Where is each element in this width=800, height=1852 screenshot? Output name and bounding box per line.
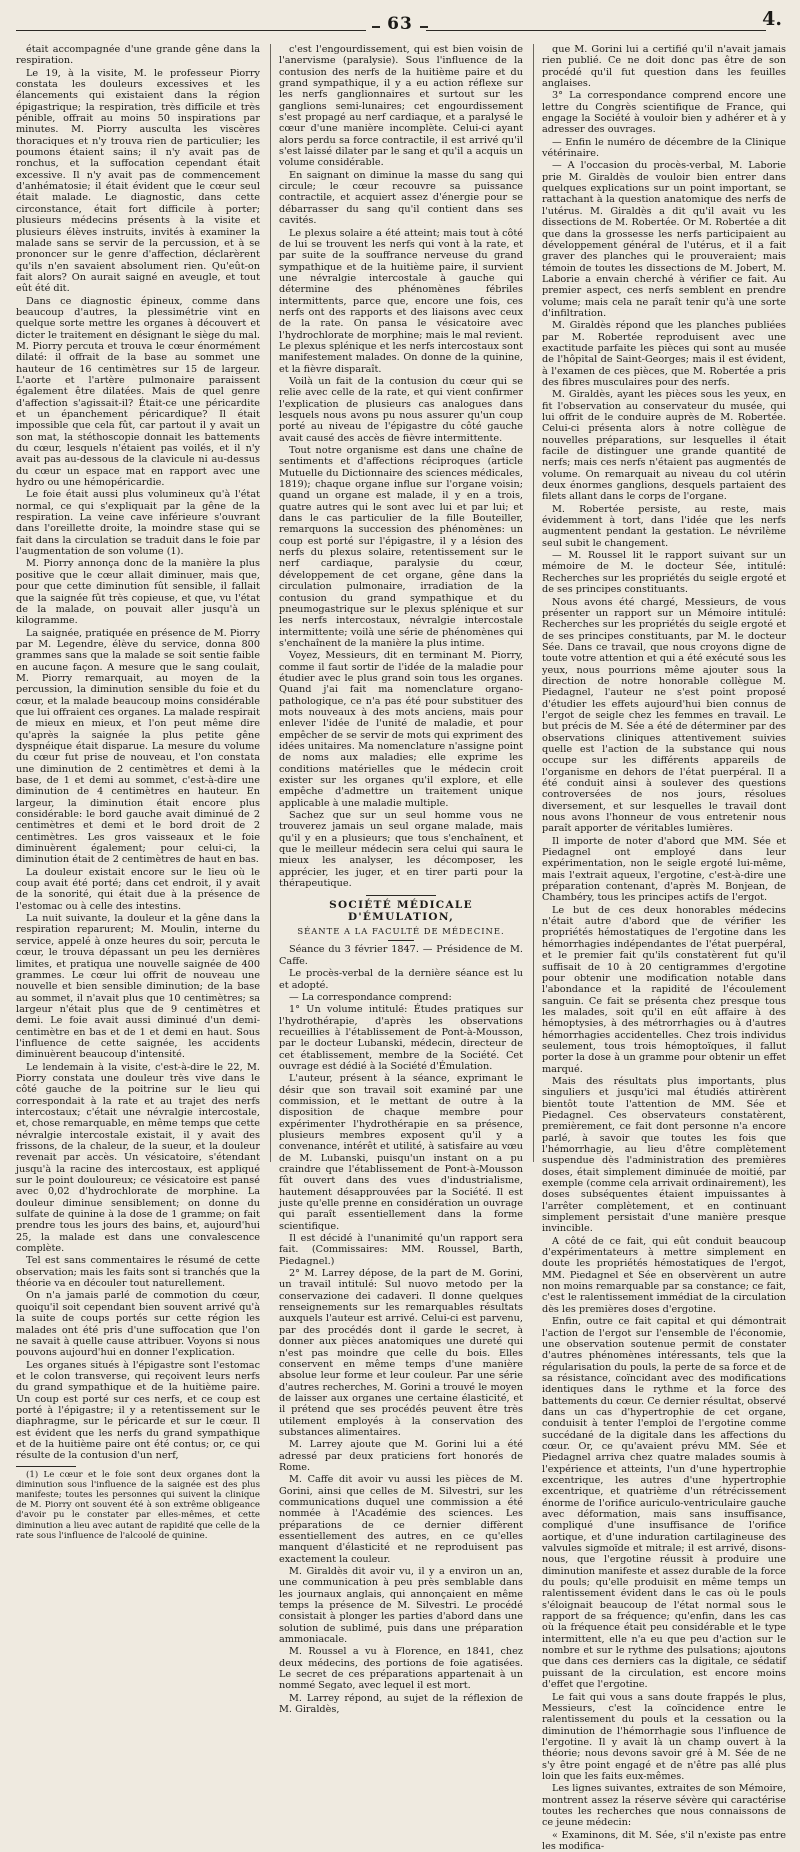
paragraph: Nous avons été chargé, Messieurs, de vous présenter un rapport sur un Mémoire intitulé: Recherches sur les propriétés du seigle ergoté et de ses principes constituants, par M. le docteur Sée. Dans ce travail, que nous croyons digne de toute votre attention et qui a été exécuté sous les yeux, nous pourrions même ajouter sous la direction de notre honorable collègue M. Piedagnel, l'auteur ne s'est point proposé d'étudier les effets aujourd'hui bien connus de l'ergot de seigle chez les femmes en travail. Le but précis de M. Sée a été de déterminer par des observations cliniques attentivement suivies quelle est l'action de la substance qui nous occupe sur les différents appareils de l'organisme en dehors de l'état puerpéral. Il a été conduit ainsi à soulever des questions controversées de nos jours, résolues diversement, et sur lesquelles le travail dont nous avons l'honneur de vous entretenir nous paraît apporter de véritables lumières.	[542, 596, 786, 835]
paragraph: — M. Roussel lit le rapport suivant sur un mémoire de M. le docteur Sée, intitulé: Recherches sur les propriétés du seigle ergoté et de ses principes constituants.	[542, 550, 786, 596]
paragraph: Sachez que sur un seul homme vous ne trouverez jamais un seul organe malade, mais qu'il y en a plusieurs; que tous s'enchaînent, et que le meilleur médecin sera celui qui saura le mieux les analyser, les décomposer, les apprécier, les juger, et en tirer parti pour la thérapeutique.	[279, 810, 523, 890]
paragraph: était accompagnée d'une grande gêne dans la respiration.	[16, 44, 260, 67]
paragraph: M. Giraldès répond que les planches publiées par M. Robertée reproduisent avec une exactitude parfaite les pièces qui sont au musée de l'hôpital de Saint-Georges; mais il est évident, à l'examen de ces pièces, que M. Robertée a pris des fibres musculaires pour des nerfs.	[542, 320, 786, 388]
paragraph: 1° Un volume intitulé: Études pratiques sur l'hydrothérapie, d'après les observations recueillies à l'établissement de Pont-à-Mousson, par le docteur Lubanski, médecin, directeur de cet établissement, membre de la Société. Cet ouvrage est dédié à la Société d'Émulation.	[279, 1004, 523, 1072]
footnote: (1) Le cœur et le foie sont deux organes dont la diminution sous l'influence de la saignée est des plus manifeste; toutes les personnes qui suivent la clinique de M. Piorry ont souvent été à son extrême obligeance d'avoir pu le constater par elles-mêmes, et cette diminution a lieu avec autant de rapidité que celle de la rate sous l'influence de l'alcoolé de quinine.	[16, 1469, 260, 1541]
header-rule-right	[426, 30, 766, 31]
paragraph: M. Giraldès dit avoir vu, il y a environ un an, une communication à peu près semblable dans les journaux anglais, qui annonçaient en même temps la présence de M. Silvestri. Le procédé consistait à plonger les parties d'abord dans une solution de sublimé, puis dans une préparation ammoniacale.	[279, 1566, 523, 1646]
paragraph: Tout notre organisme est dans une chaîne de sentiments et d'affections réciproques (article Mutuelle du Dictionnaire des sciences médicales, 1819); chaque organe influe sur l'organe voisin; quand un organe est malade, il y en a trois, quatre autres qui le sont avec lui et par lui; et dans le cas particulier de la fille Bouteiller, remarquons la succession des phénomènes: un coup est porté sur l'épigastre, il y a lésion des nerfs du plexus solaire, retentissement sur le nerf cardiaque, paralysie du cœur, développement de cet organe, gêne dans la circulation pulmonaire, irradiation de la contusion du grand sympathique et du pneumogastrique sur le plexus splénique et sur les nerfs intercostaux, névralgie intercostale intermittente; voilà une série de phénomènes qui s'enchaînent de la manière la plus intime.	[279, 445, 523, 649]
paragraph: La douleur existait encore sur le lieu où le coup avait été porté; dans cet endroit, il y avait de la sonorité, qui était due à la présence de l'estomac ou à celle des intestins.	[16, 866, 260, 912]
paragraph: Voilà un fait de la contusion du cœur qui se relie avec celle de la rate, et qui vient confirmer l'explication de plusieurs cas analogues dans lesquels nous avons pu nous assurer qu'un coup porté au niveau de l'épigastre du côté gauche avait causé des accès de fièvre intermittente.	[279, 375, 523, 444]
middle-top-paragraphs	[279, 44, 523, 889]
paragraph: 2° M. Larrey dépose, de la part de M. Gorini, un travail intitulé: Sul nuovo metodo per la conservazione dei cadaveri. Il donne quelques renseignements sur les remarquables résultats auxquels l'auteur est arrivé. Celui-ci est parvenu, par des procédés dont il garde le secret, à donner aux pièces anatomiques une dureté qui n'est pas moindre que celle du bois. Elles conservent en même temps d'une manière absolue leur forme et leur couleur. Par une série d'autres recherches, M. Gorini a trouvé le moyen de laisser aux organes une certaine élasticité, et il prétend que ses procédés peuvent être très utilement employés à la conservation des substances alimentaires.	[279, 1268, 523, 1438]
society-title: SOCIÉTÉ MÉDICALE D'ÉMULATION,	[329, 899, 473, 923]
paragraph: Le 19, à la visite, M. le professeur Piorry constata les douleurs excessives et les élancements qui existaient dans la région épigastrique; la respiration, très difficile et très pénible, offrait au moins 50 inspirations par minutes. M. Piorry ausculta les viscères thoraciques et n'y trouva rien de particulier; les poumons étaient sains; il n'y avait pas de ronchus, et la suffocation cependant était excessive. Il n'y avait pas de commencement d'anhématosie; il était évident que le cœur seul était malade. Le diagnostic, dans cette circonstance, était fort difficile à porter; plusieurs médecins présents à la visite et plusieurs élèves instruits, invités à examiner la malade sans se servir de la percussion, et à se prononcer sur le genre d'affection, déclarèrent qu'ils n'en savaient absolument rien. Qu'eût-on fait alors? On aurait saigné en aveugle, et tout eût été dit.	[16, 67, 260, 295]
column-middle	[270, 44, 523, 1716]
right-paragraphs	[542, 44, 786, 1852]
section-rule	[366, 895, 436, 896]
paragraph: M. Piorry annonça donc de la manière la plus positive que le cœur allait diminuer, mais que, pour que cette diminution fût sensible, il fallait que la saignée fût très copieuse, et que, vu l'état de la malade, on pouvait aller jusqu'à un kilogramme.	[16, 558, 260, 627]
left-paragraphs	[16, 44, 260, 1462]
paragraph: L'auteur, présent à la séance, exprimant le désir que son travail soit examiné par une commission, et le mettant de outre à la disposition de chaque membre pour expérimenter l'hydrothérapie en sa présence, plusieurs membres exposent qu'il y a convenance, intérêt et utilité, à satisfaire au vœu de M. Lubanski, puisqu'un instant on a pu craindre que l'établissement de Pont-à-Mousson fût ouvert dans des vues d'industrialisme, hautement désapprouvées par la Société. Il est juste qu'elle prenne en considération un ouvrage qui paraît essentiellement dans la forme scientifique.	[279, 1073, 523, 1232]
society-subtitle: SÉANTE A LA FACULTÉ DE MÉDECINE.	[279, 926, 523, 941]
paragraph: Voyez, Messieurs, dit en terminant M. Piorry, comme il faut sortir de l'idée de la maladie pour étudier avec le plus grand soin tous les organes. Quand j'ai fait ma nomenclature organo-pathologique, ce n'a pas été pour substituer des mots nouveaux à des mots anciens, mais pour enlever l'idée de l'unité de maladie, et pour empêcher de se servir de mots qui expriment des idées unitaires. Ma nomenclature n'assigne point de noms aux maladies; elle exprime les conditions matérielles que le médecin croit exister sur les organes qu'il explore, et elle empêche d'admettre un traitement unique applicable à une maladie multiple.	[279, 650, 523, 809]
text-columns	[16, 44, 786, 1852]
header-rule-left	[16, 30, 366, 31]
paragraph: M. Robertée persiste, au reste, mais évidemment à tort, dans l'idée que les nerfs augmentent pendant la gestation. Le névrilème seul subit le changement.	[542, 503, 786, 549]
paragraph: En saignant on diminue la masse du sang qui circule; le cœur recouvre sa puissance contractile, et acquiert assez d'énergie pour se débarrasser du sang qu'il contient dans ses cavités.	[279, 169, 523, 227]
paragraph: — A l'occasion du procès-verbal, M. Laborie prie M. Giraldès de vouloir bien entrer dans quelques explications sur un point important, se rattachant à la question anatomique des nerfs de l'utérus. M. Giraldès a dit qu'il avait vu les dissections de M. Robertée. Or M. Robertée a dit que dans la grossesse les nerfs participaient au développement général de l'utérus, et il a fait graver des planches qui le prouveraient; mais témoin de toutes les dissections de M. Jobert, M. Laborie a envain cherché à vérifier ce fait. Au premier aspect, ces nerfs semblent en prendre volume; mais cela ne paraît tenir qu'à une sorte d'infiltration.	[542, 160, 786, 319]
page-number: 63	[378, 14, 422, 34]
paragraph: 3° La correspondance comprend encore une lettre du Congrès scientifique de France, qui engage la Société à vouloir bien y adhérer et à y adresser des ouvrages.	[542, 90, 786, 136]
column-right	[533, 44, 786, 1852]
middle-bottom-paragraphs	[279, 968, 523, 1715]
paragraph: c'est l'engourdissement, qui est bien voisin de l'anervisme (paralysie). Sous l'influence de la contusion des nerfs de la huitième paire et du grand sympathique, il y a eu action réflexe sur les nerfs ganglionnaires et surtout sur les ganglions semi-lunaires; cet engourdissement s'est propagé au nerf cardiaque, et a paralysé le cœur d'une manière incomplète. Celui-ci ayant alors perdu sa force contractile, il est arrivé qu'il s'est laissé dilater par le sang et qu'il a acquis un volume considérable.	[279, 44, 523, 169]
paragraph: La nuit suivante, la douleur et la gêne dans la respiration reparurent; M. Moulin, interne du service, appelé à onze heures du soir, percuta le cœur, le trouva dépassant un peu les dernières limites, et pratiqua une nouvelle saignée de 400 grammes. Le cœur lui offrit de nouveau une nouvelle et bien sensible diminution; de la base au sommet, il n'avait plus que 10 centimètres; sa largeur n'était plus que de 9 centimètres et demi. Le foie avait aussi diminué d'un demi-centimètre en bas et de 1 et demi en haut. Sous l'influence de cette saignée, les accidents diminuèrent beaucoup d'intensité.	[16, 913, 260, 1061]
paragraph: M. Giraldès, ayant les pièces sous les yeux, en fit l'observation au conservateur du musée, qui lui offrit de le conduire auprès de M. Robertée. Celui-ci présenta alors à notre collègue de nouvelles préparations, sur lesquelles il était facile de distinguer une grande quantité de nerfs; mais ces nerfs n'étaient pas augmentés de volume. On remarquait au niveau du col utérin deux énormes ganglions, desquels partaient des filets allant dans le corps de l'organe.	[542, 389, 786, 503]
page-header	[16, 8, 786, 44]
paragraph: Le but de ces deux honorables médecins n'était autre d'abord que de vérifier les propriétés hémostatiques de l'ergotine dans les hémorrhagies indépendantes de l'état puerpéral, et le premier fait qu'ils constatèrent fut qu'il suffisait de 10 à 20 centigrammes d'ergotine pour obtenir une modification notable dans l'abondance et la rapidité de l'écoulement sanguin. Ce fait se présenta chez presque tous les malades, soit qu'il en eût affaire à des hémoptysies, à des métrorrhagies ou à d'autres hémorrhagies accidentelles. Chez trois individus seulement, tous trois hémoptoïques, il fallut porter la dose à un gramme pour obtenir un effet marqué.	[542, 904, 786, 1075]
paragraph: Les organes situés à l'épigastre sont l'estomac et le colon transverse, qui reçoivent leurs nerfs du grand sympathique et de la huitième paire. Un coup est porté sur ces nerfs, et ce coup est porté à l'épigastre; il y a retentissement sur le diaphragme, sur le péricarde et sur le cœur. Il est évident que les nerfs du grand sympathique et de la huitième paire ont été contus; or, ce qui résulte de la contusion d'un nerf,	[16, 1359, 260, 1462]
column-left	[16, 44, 260, 1541]
paragraph: M. Caffe dit avoir vu aussi les pièces de M. Gorini, ainsi que celles de M. Silvestri, sur les communications duquel une commission a été nommée à l'Académie des sciences. Les préparations de ce dernier diffèrent essentiellement des autres, en ce qu'elles manquent d'élasticité et ne reproduisent pas exactement la couleur.	[279, 1474, 523, 1565]
paragraph: Il est décidé à l'unanimité qu'un rapport sera fait. (Commissaires: MM. Roussel, Barth, Piedagnel.)	[279, 1233, 523, 1267]
paragraph: — Enfin le numéro de décembre de la Clinique vétérinaire.	[542, 136, 786, 160]
footnote-rule	[16, 1466, 76, 1467]
paragraph: que M. Gorini lui a certifié qu'il n'avait jamais rien publié. Ce ne doit donc pas être de son procédé qu'il fut question dans les feuilles anglaises.	[542, 44, 786, 90]
paragraph: M. Roussel a vu à Florence, en 1841, chez deux médecins, des portions de foie agatisées. Le secret de ces préparations appartenait à un nommé Segato, avec lequel il est mort.	[279, 1646, 523, 1692]
paragraph: M. Larrey répond, au sujet de la réflexion de M. Giraldès,	[279, 1692, 523, 1716]
paragraph: Tel est sans commentaires le résumé de cette observation; mais les faits sont si tranchés que la théorie va en découler tout naturellement.	[16, 1255, 260, 1290]
paragraph: Il importe de noter d'abord que MM. Sée et Piedagnel ont employé dans leur expérimentation, non le seigle ergoté lui-même, mais l'extrait aqueux, l'ergotine, c'est-à-dire une préparation contenant, d'après M. Bonjean, de Chambéry, tous les principes actifs de l'ergot.	[542, 835, 786, 904]
paragraph: Le procès-verbal de la dernière séance est lu et adopté.	[279, 968, 523, 991]
paragraph: Le foie était aussi plus volumineux qu'à l'état normal, ce qui s'expliquait par la gêne de la respiration. La veine cave inférieure s'ouvrant dans l'oreillette droite, la moindre stase qui se fait dans la circulation se traduit dans le foie par l'augmentation de son volume (1).	[16, 489, 260, 558]
paragraph: — La correspondance comprend:	[289, 991, 452, 1003]
paragraph: La saignée, pratiquée en présence de M. Piorry par M. Legendre, élève du service, donna 800 grammes sans que la malade se soit sentie faible en aucune façon. A mesure que le sang coulait, M. Piorry remarquait, au moyen de la percussion, la diminution sensible du foie et du cœur, et la malade beaucoup moins considérable que lui offraient ces organes. La malade respirait de mieux en mieux, et l'on peut même dire qu'après la saignée la plus petite gêne dyspnéique était disparue. La mesure du volume du cœur fut prise de nouveau, et l'on constata une diminution de 2 centimètres et demi à la base, de 1 et demi au sommet, c'est-à-dire une diminution de 4 centimètres en hauteur. En largeur, la diminution était encore plus considérable: le bord gauche avait diminué de 2 centimètres et demi et le bord droit de 2 centimètres. Les gros vaisseaux et le foie diminuèrent également; pour celui-ci, la diminution était de 2 centimètres de haut en bas.	[16, 627, 260, 866]
paragraph: Le plexus solaire a été atteint; mais tout à côté de lui se trouvent les nerfs qui vont à la rate, et par suite de la souffrance nerveuse du grand sympathique et de la huitième paire, il survient une névralgie intercostale à gauche qui détermine des phénomènes fébriles intermittents, parce que, encore une fois, ces nerfs ont des rapports et des liaisons avec ceux de la rate. On pansa le vésicatoire avec l'hydrochlorate de morphine; mais le mal revient. Le plexus splénique et les nerfs intercostaux sont manifestement malades. On donne de la quinine, et la fièvre disparaît.	[279, 227, 523, 375]
paragraph: « Examinons, dit M. Sée, s'il n'existe pas entre les modifica-	[542, 1829, 786, 1852]
paragraph: Les lignes suivantes, extraites de son Mémoire, montrent assez la réserve sévère qui caractérise toutes les recherches que nous connaissons de ce jeune médecin:	[542, 1783, 786, 1829]
paragraph: A côté de ce fait, qui eût conduit beaucoup d'expérimentateurs à mettre simplement en doute les propriétés hémostatiques de l'ergot, MM. Piedagnel et Sée en observèrent un autre non moins remarquable par sa constance; ce fait, c'est le ralentissement immédiat de la circulation dès les premières doses d'ergotine.	[542, 1235, 786, 1315]
paragraph: Le fait qui vous a sans doute frappés le plus, Messieurs, c'est la coïncidence entre le ralentissement du pouls et la cessation ou la diminution de l'hémorrhagie sous l'influence de l'ergotine. Il y avait là un champ ouvert à la théorie; nous devons savoir gré à M. Sée de ne s'y être point engagé et de n'être pas allé plus loin que les faits eux-mêmes.	[542, 1691, 786, 1782]
corner-mark: 4.	[762, 8, 782, 30]
paragraph: Enfin, outre ce fait capital et qui démontrait l'action de l'ergot sur l'ensemble de l'économie, une observation soutenue permit de constater d'autres phénomènes intéressants, tels que la régularisation du pouls, la perte de sa force et de sa résistance, coïncidant avec des modifications identiques dans le rythme et la force des battements du cœur. Ce dernier résultat, observé dans un cas d'hypertrophie de cet organe, conduisit à tenter l'emploi de l'ergotine comme succédané de la digitale dans les affections du cœur. Or, ce qu'avaient prévu MM. Sée et Piedagnel arriva chez quatre malades soumis à l'expérience et atteints, l'un d'une hypertrophie excentrique, les autres d'une hypertrophie excentrique, et quatrième d'un rétrécissement énorme de l'orifice auriculo-ventriculaire gauche avec déformation, mais sans insuffisance, compliqué d'une insuffisance de l'orifice aortique, et d'une induration cartilagineuse des valvules sigmoïde et mitrale; il est arrivé, disons-nous, que l'ergotine réussit à produire une diminution manifeste et assez durable de la force du pouls; qu'elle produisit en même temps un ralentissement évident dans le cas où le pouls s'éloignait beaucoup de l'état normal sous le rapport de sa fréquence; qu'enfin, dans les cas où la fréquence était peu considérable et le type intermittent, elle n'a eu que peu d'action sur le nombre et sur le rythme des pulsations; ajoutons que dans ces derniers cas la digitale, ce sédatif puissant de la circulation, est encore moins d'effet que l'ergotine.	[542, 1316, 786, 1691]
paragraph: On n'a jamais parlé de commotion du cœur, quoiqu'il soit cependant bien souvent arrivé qu'à la suite de coups portés sur cette région les malades ont été pris d'une suffocation que l'on ne savait à quelle cause attribuer. Voyons si nous pouvons aujourd'hui en donner l'explication.	[16, 1290, 260, 1359]
paragraph: Dans ce diagnostic épineux, comme dans beaucoup d'autres, la plessimétrie vint en quelque sorte mettre les organes à découvert et dicter le traitement en désignant le siège du mal. M. Piorry percuta et trouva le cœur énormément dilaté: il offrait de la base au sommet une hauteur de 16 centimètres sur 15 de largeur. L'aorte et l'artère pulmonaire paraissent également être dilatées. Mais de quel genre d'affection s'agissait-il? Était-ce une péricardite et un épanchement péricardique? Il était impossible que cela fût, car partout il y avait un son mat, la stéthoscopie donnait les battements du cœur, lesquels n'étaient pas voilés, et il n'y avait pas au-dessous de la clavicule ni au-dessus du cœur un espace mat en rapport avec une hydro ou une hémopéricardie.	[16, 295, 260, 489]
paragraph: Mais des résultats plus importants, plus singuliers et jusqu'ici mal étudiés attirèrent bientôt toute l'attention de MM. Sée et Piedagnel. Ces observateurs constatèrent, premièrement, ce fait dont personne n'a encore parlé, à savoir que toutes les fois que l'hémorrhagie, au lieu d'être complètement suspendue dès l'administration des premières doses, était simplement diminuée de moitié, par exemple (comme cela arrivait ordinairement), les doses subséquentes étaient impuissantes à l'arrêter complètement, et en continuant simplement persistait d'une manière presque invincible.	[542, 1075, 786, 1235]
session-line: Séance du 3 février 1847. — Présidence de M. Caffe.	[279, 944, 523, 967]
paragraph: M. Larrey ajoute que M. Gorini lui a été adressé par deux praticiens fort honorés de Rome.	[279, 1439, 523, 1473]
paragraph: Le lendemain à la visite, c'est-à-dire le 22, M. Piorry constata une douleur très vive dans le côté gauche de la poitrine sur le lieu qui correspondait à la rate et au trajet des nerfs intercostaux; c'était une névralgie intercostale, et, chose remarquable, en même temps que cette névralgie intercostale existait, il y avait des frissons, de la chaleur, de la sueur, et la douleur revenait par accès. Un vésicatoire, s'étendant jusqu'à la racine des intercostaux, est appliqué sur le point douloureux; ce vésicatoire est pansé avec 0,02 d'hydrochlorate de morphine. La douleur diminue sensiblement; on donne du sulfate de quinine à la dose de 1 gramme; on fait prendre tous les jours des bains, et, aujourd'hui 25, la malade est dans une convalescence complète.	[16, 1061, 260, 1255]
